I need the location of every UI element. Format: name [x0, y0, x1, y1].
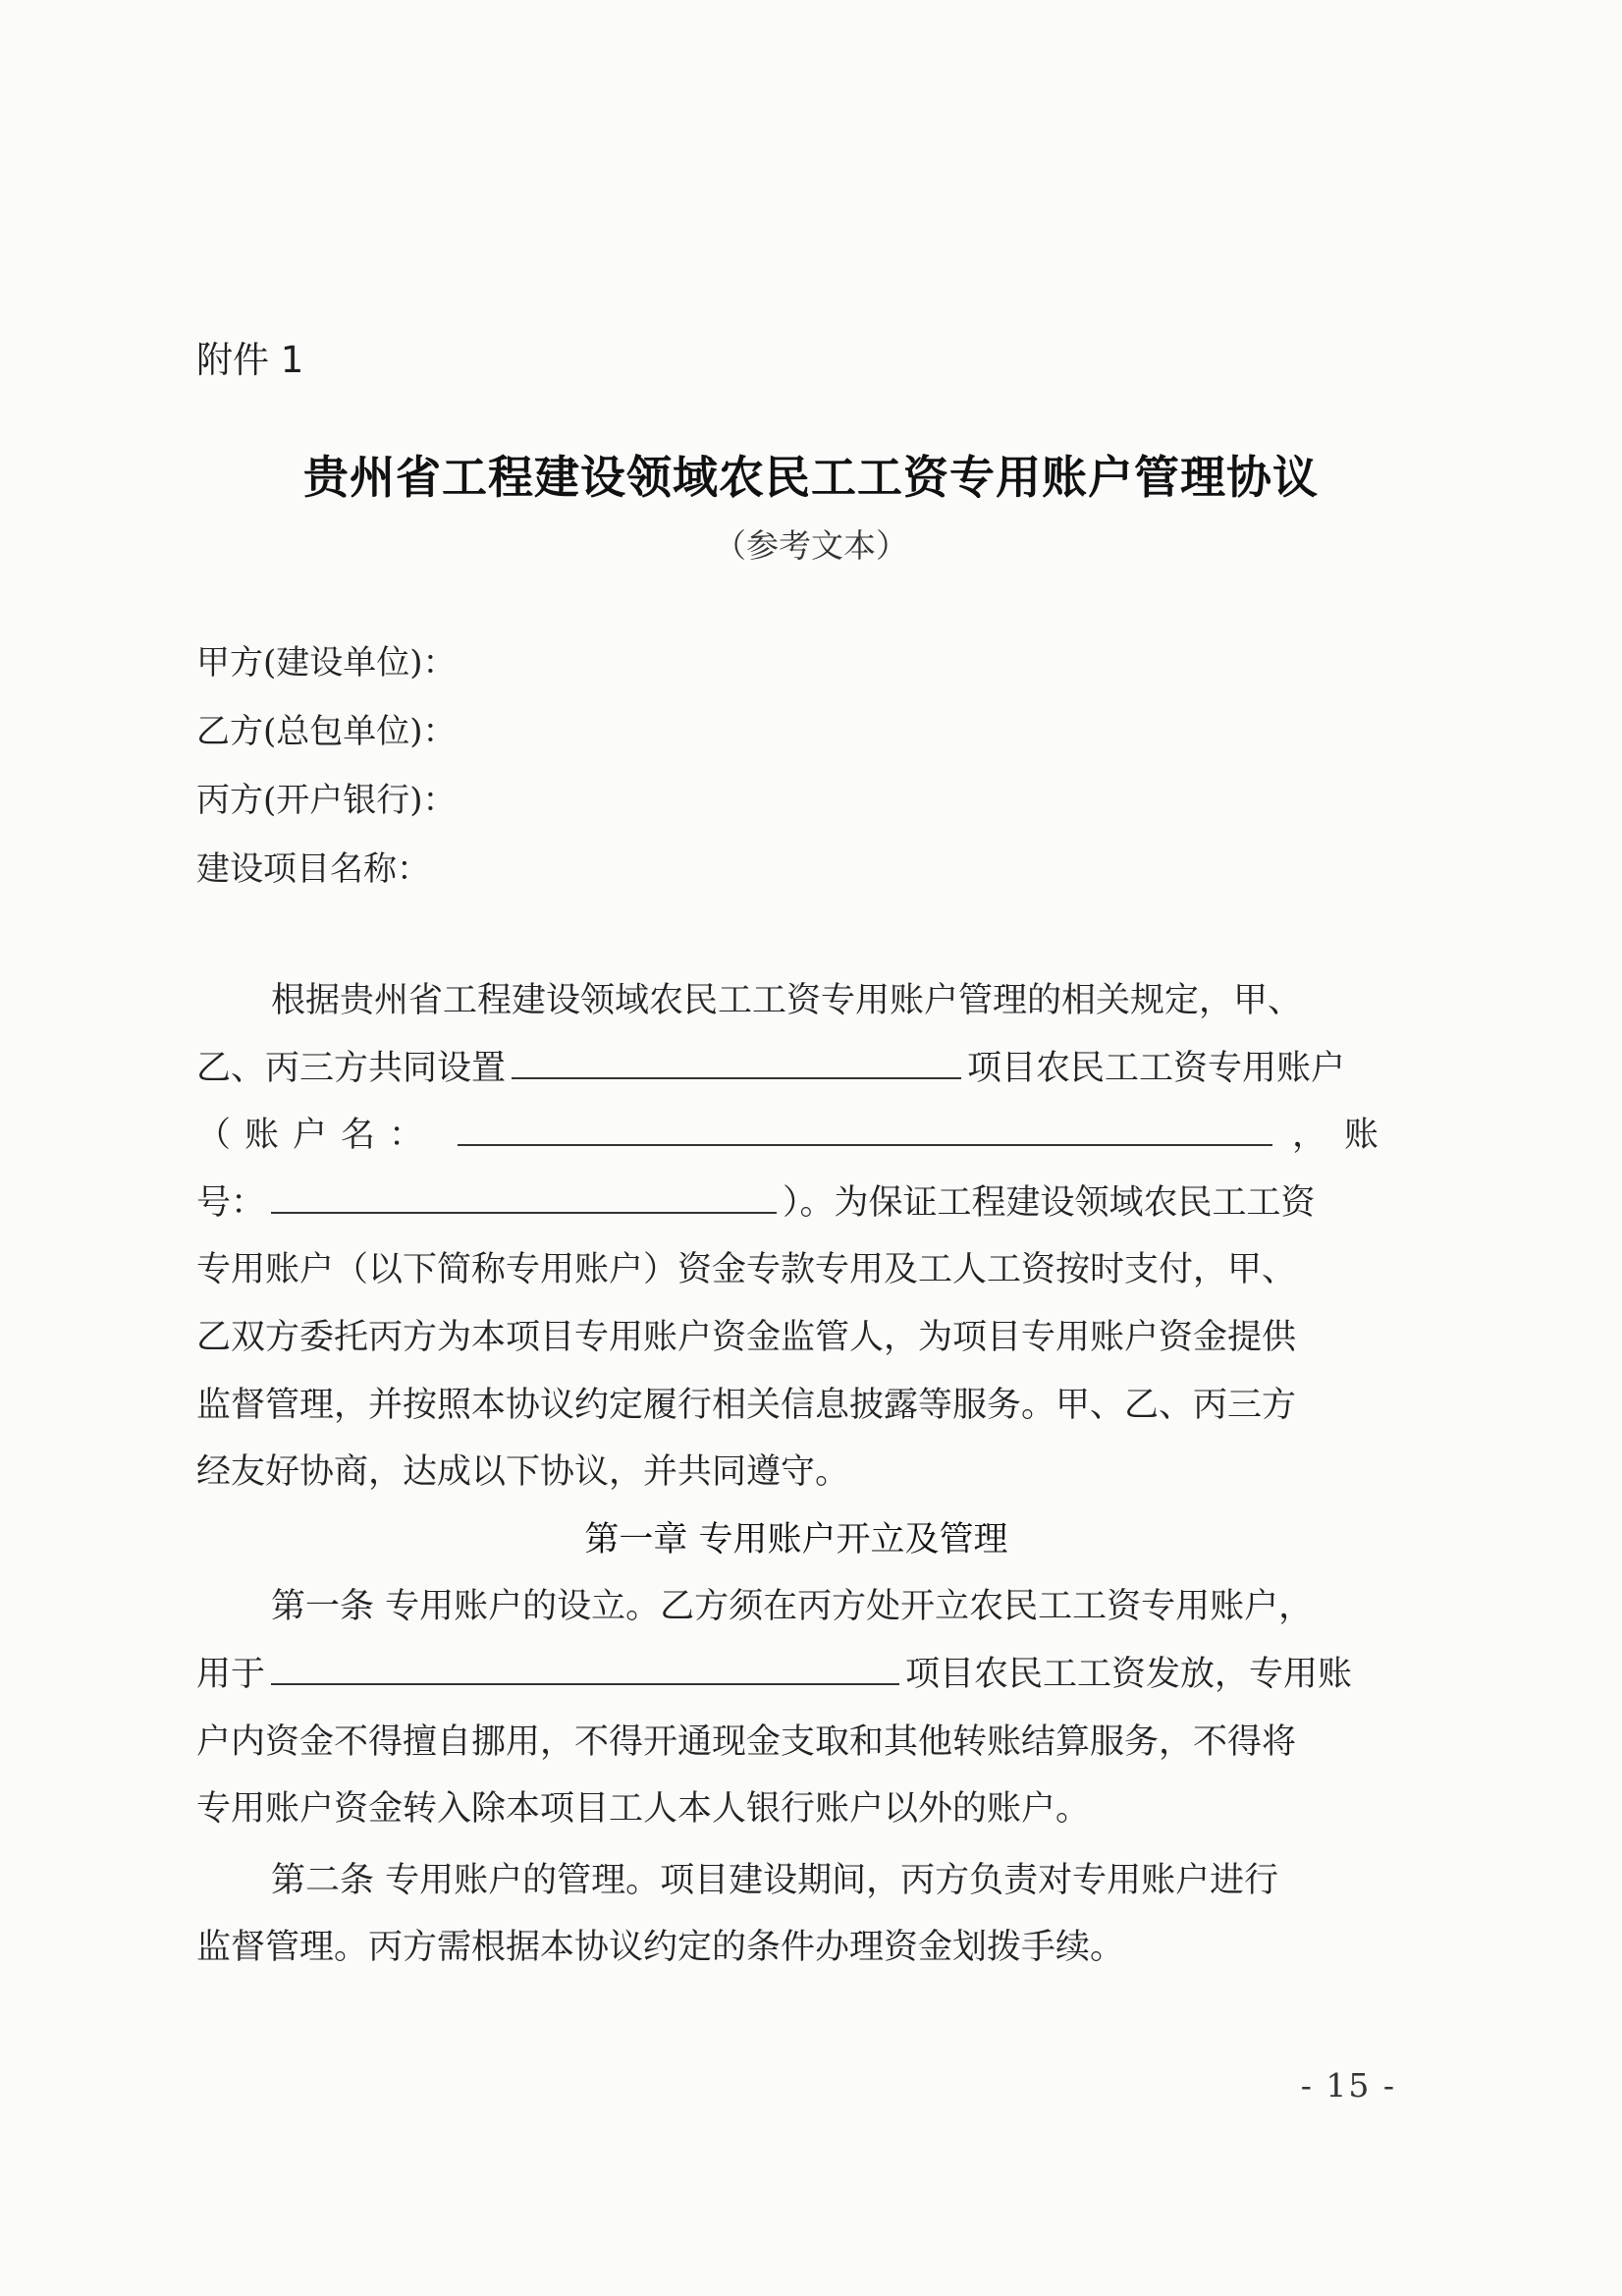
- intro-text: ）。为保证工程建设领域农民工工资: [783, 1182, 1316, 1223]
- intro-line: [196, 1102, 1396, 1170]
- attachment-label: 附件 1: [196, 339, 304, 381]
- page-number: - 15 -: [1300, 2066, 1396, 2105]
- article-text: 项目农民工工资发放，专用账: [905, 1654, 1353, 1694]
- intro-text: 号：: [196, 1182, 266, 1223]
- parties-list: [196, 629, 457, 903]
- party-c-label: 丙方(开户银行)：: [196, 781, 457, 820]
- article-text: 用于: [196, 1654, 266, 1694]
- intro-text: （账户名：: [196, 1116, 438, 1156]
- intro-text: 乙、丙三方共同设置: [196, 1048, 507, 1088]
- page-title: 贵州省工程建设领域农民工工资专用账户管理协议: [303, 451, 1319, 504]
- chapter-heading: 第一章 专用账户开立及管理: [584, 1519, 1008, 1559]
- intro-line: 乙双方委托丙方为本项目专用账户资金监管人，为项目专用账户资金提供: [196, 1317, 1297, 1357]
- intro-text: 项目农民工工资专用账户: [967, 1048, 1346, 1088]
- intro-text: ，账: [1291, 1116, 1396, 1156]
- page-subtitle: （参考文本）: [714, 526, 908, 565]
- party-a-label: 甲方(建设单位)：: [196, 643, 457, 683]
- article-line: 户内资金不得擅自挪用，不得开通现金支取和其他转账结算服务，不得将: [196, 1722, 1297, 1762]
- agreement-body: [196, 967, 1396, 1982]
- intro-line: [196, 1170, 1396, 1237]
- article-line: 第二条 专用账户的管理。项目建设期间，丙方负责对专用账户进行: [271, 1860, 1279, 1900]
- account-name-blank: [458, 1115, 1272, 1146]
- article-line: 专用账户资金转入除本项目工人本人银行账户以外的账户。: [196, 1789, 1091, 1830]
- article-line: 第一条 专用账户的设立。乙方须在丙方处开立农民工工资专用账户，: [271, 1587, 1314, 1627]
- intro-line: 经友好协商，达成以下协议，并共同遵守。: [196, 1452, 850, 1493]
- project-name-blank: [512, 1048, 961, 1079]
- account-number-blank: [271, 1182, 777, 1214]
- intro-line: 监督管理，并按照本协议约定履行相关信息披露等服务。甲、乙、丙三方: [196, 1385, 1297, 1425]
- intro-line: 专用账户（以下简称专用账户）资金专款专用及工人工资按时支付，甲、: [196, 1250, 1297, 1290]
- project-name-label: 建设项目名称：: [196, 849, 430, 889]
- intro-line: [196, 1035, 1396, 1103]
- article-line: 监督管理。丙方需根据本协议约定的条件办理资金划拨手续。: [196, 1928, 1125, 1968]
- intro-line: 根据贵州省工程建设领域农民工工资专用账户管理的相关规定，甲、: [271, 981, 1303, 1020]
- project-blank: [271, 1654, 899, 1685]
- article-line: [196, 1641, 1396, 1709]
- party-b-label: 乙方(总包单位)：: [196, 712, 457, 751]
